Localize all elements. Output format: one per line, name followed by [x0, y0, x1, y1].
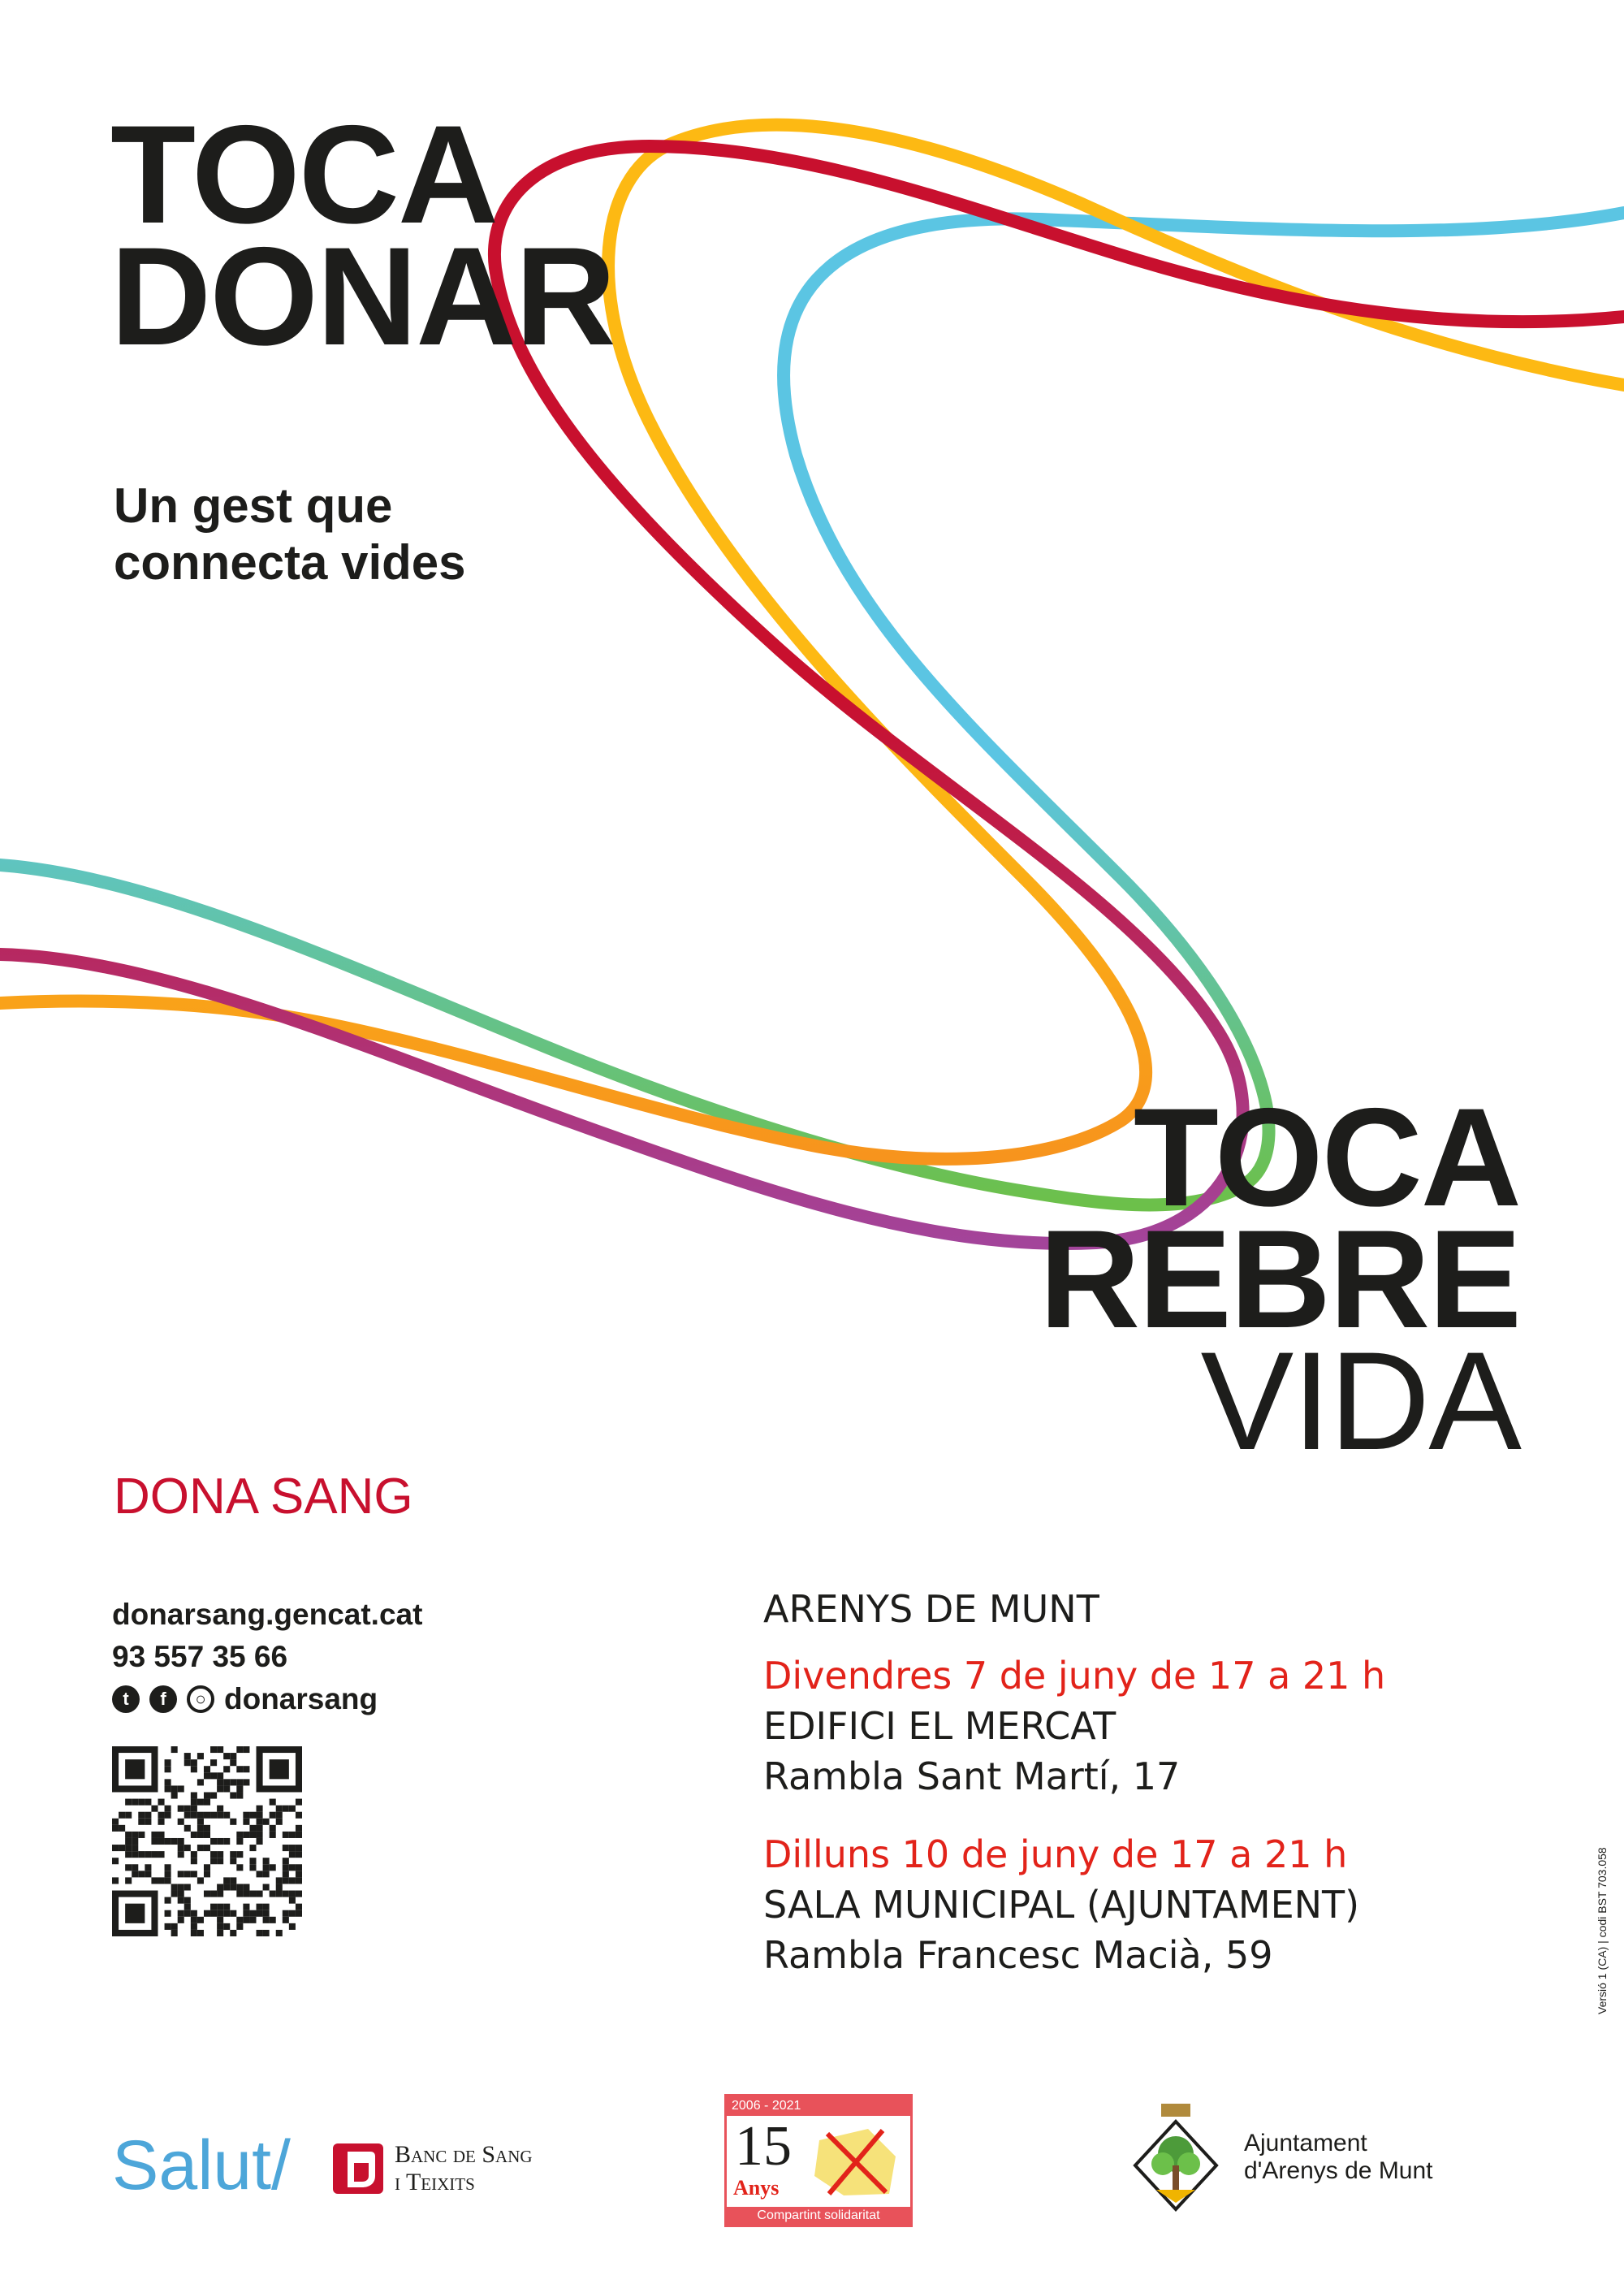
event-venue: SALA MUNICIPAL (AJUNTAMENT) — [763, 1883, 1360, 1927]
ajuntament-line2: d'Arenys de Munt — [1244, 2157, 1433, 2184]
event-date: Dilluns 10 de juny de 17 a 21 h — [763, 1832, 1348, 1876]
anniversary-years: 2006 - 2021 — [727, 2096, 910, 2116]
headline-bottom-line1: TOCA — [1133, 1079, 1520, 1235]
events-section — [763, 1584, 1575, 1980]
headline-top — [110, 97, 615, 374]
ajuntament-logo — [1127, 2100, 1433, 2214]
qr-code[interactable] — [112, 1746, 302, 1936]
event-1 — [763, 1650, 1575, 1802]
anniversary-number: 15 — [735, 2115, 792, 2178]
banc-sang-icon — [333, 2143, 383, 2194]
event-address: Rambla Sant Martí, 17 — [763, 1754, 1181, 1798]
headline-bottom — [1039, 1079, 1520, 1479]
headline-top-line2: DONAR — [110, 218, 615, 374]
anniversary-word: Anys — [733, 2176, 780, 2200]
coat-of-arms-icon — [1127, 2100, 1224, 2214]
facebook-icon[interactable]: f — [149, 1685, 177, 1713]
headline-bottom-line2: REBRE — [1039, 1201, 1520, 1357]
social-row — [112, 1678, 422, 1720]
banc-sang-line2: i Teixits — [395, 2169, 475, 2195]
twitter-icon[interactable]: t — [112, 1685, 140, 1713]
ajuntament-line1: Ajuntament — [1244, 2130, 1367, 2156]
anniversary-footer: Compartint solidaritat — [727, 2207, 910, 2225]
headline-top-line1: TOCA — [110, 97, 498, 253]
event-address: Rambla Francesc Macià, 59 — [763, 1933, 1273, 1977]
salut-logo: Salut/ — [112, 2126, 291, 2204]
event-date: Divendres 7 de juny de 17 a 21 h — [763, 1654, 1386, 1698]
version-note: Versió 1 (CA) | codi BST 703.058 — [1596, 1847, 1609, 2014]
event-venue: EDIFICI EL MERCAT — [763, 1704, 1116, 1748]
event-2 — [763, 1829, 1575, 1980]
cta-dona-sang: DONA SANG — [114, 1469, 413, 1525]
location-title: ARENYS DE MUNT — [763, 1587, 1099, 1631]
tagline — [114, 478, 466, 591]
map-icon — [811, 2124, 901, 2199]
website-link[interactable]: donarsang.gencat.cat — [112, 1598, 423, 1631]
headline-bottom-line3: VIDA — [1200, 1323, 1520, 1479]
phone-number: 93 557 35 66 — [112, 1640, 288, 1673]
contact-block — [112, 1594, 422, 1720]
social-handle[interactable]: donarsang — [224, 1682, 378, 1715]
banc-sang-logo — [333, 2141, 533, 2196]
tagline-line2: connecta vides — [114, 535, 466, 590]
anniversary-logo — [724, 2094, 913, 2227]
banc-sang-line1: Banc de Sang — [395, 2141, 533, 2168]
tagline-line1: Un gest que — [114, 478, 393, 533]
instagram-icon[interactable]: ○ — [187, 1685, 214, 1713]
